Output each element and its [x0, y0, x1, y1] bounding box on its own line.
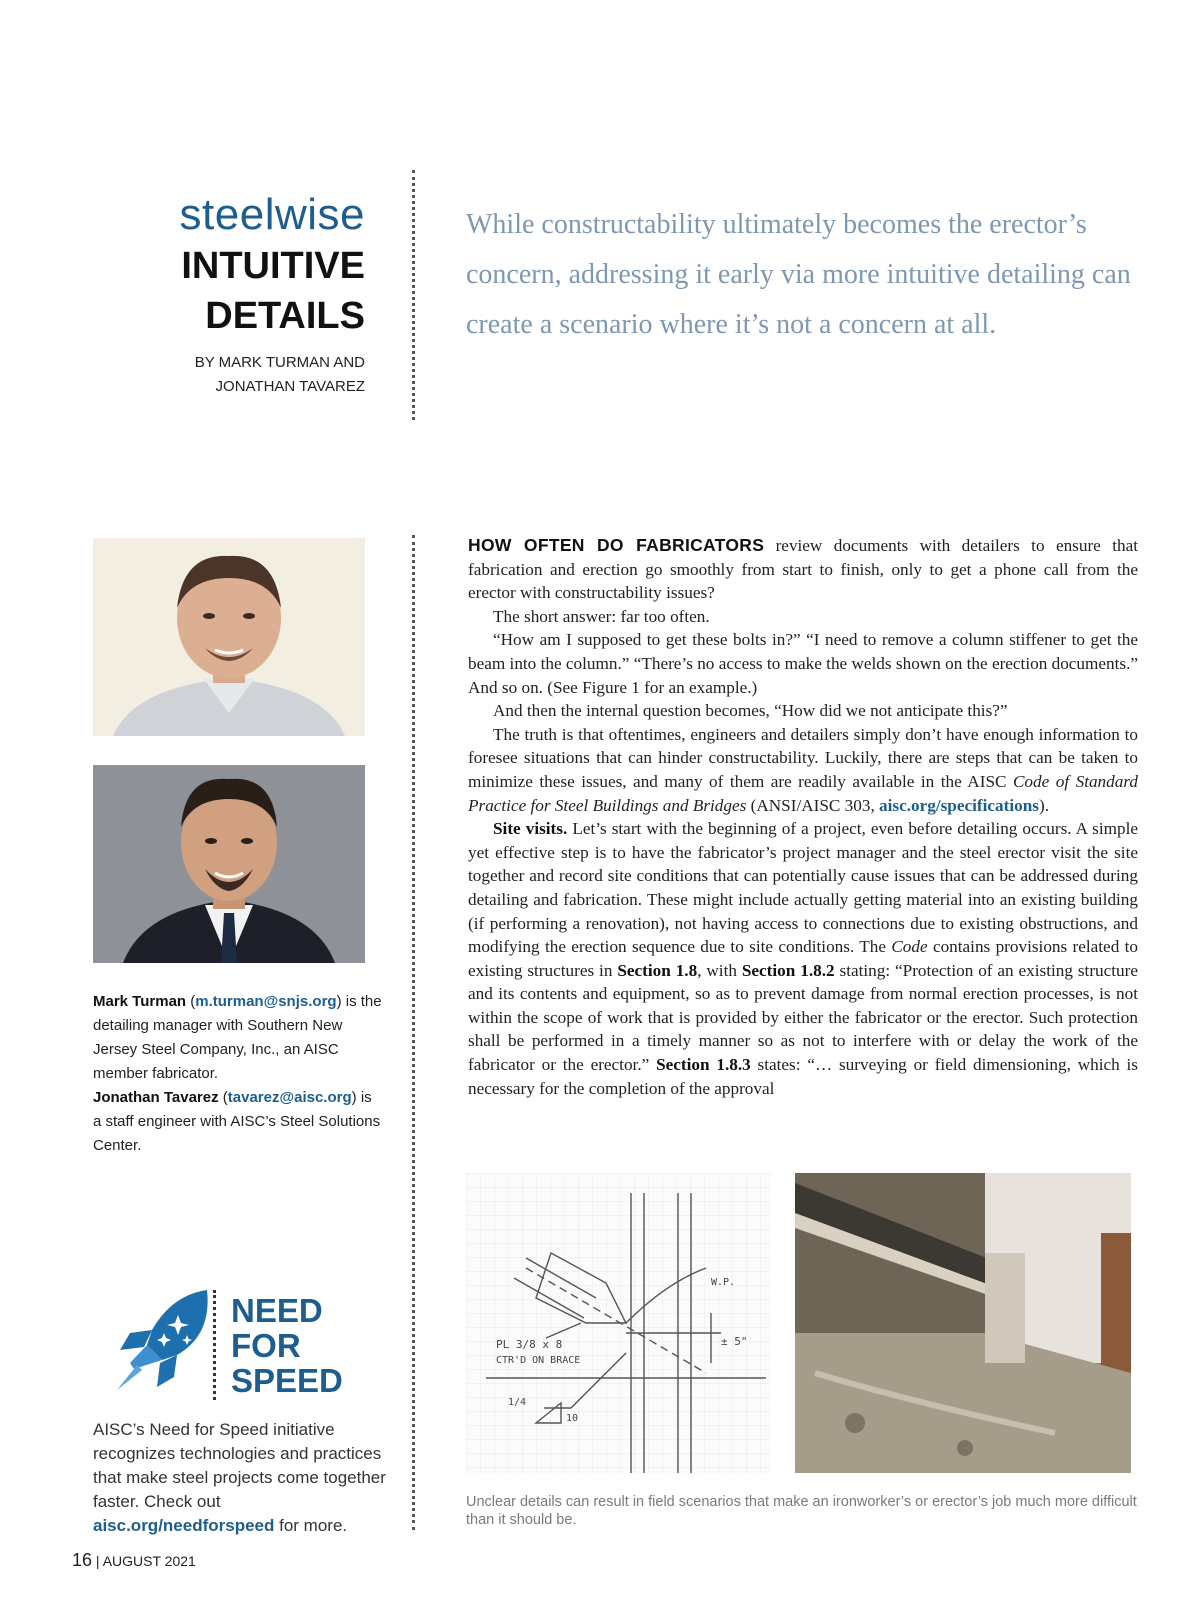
- issue-date: AUGUST 2021: [102, 1553, 196, 1569]
- paragraph-5: The truth is that oftentimes, engineers and detailers simply don’t have enough information to foresee situations that can hinder constructability. Luckily, there are steps that can be taken to minimize these issues, and many of them are readily available in the AISC Code of Standard Practice for Steel Buildings and Bridges (ANSI/AISC 303, aisc.org/specifications).: [468, 724, 1138, 815]
- byline-line2: JONATHAN TAVAREZ: [215, 378, 365, 395]
- figure-caption: Unclear details can result in field scenarios that make an ironworker’s or erector’s job much more difficult than it should be.: [466, 1494, 1137, 1528]
- page-footer: 16 | AUGUST 2021: [72, 1550, 196, 1570]
- sketch-note-plate: PL 3/8 x 8: [496, 1338, 563, 1351]
- header-divider: [412, 170, 415, 420]
- paragraph-1: HOW OFTEN DO FABRICATORS review documents with detailers to ensure that fabrication and erection go smoothly from start to finish, only to get a phone call from the erector with constructability issues?: [468, 535, 1138, 603]
- sketch-dimension: ± 5": [721, 1335, 748, 1348]
- figure-field-photo: [795, 1173, 1131, 1473]
- author2-bio: is a staff engineer with AISC’s Steel Solutions Center.: [93, 1089, 381, 1154]
- byline-line1: BY MARK TURMAN AND: [194, 354, 365, 371]
- author1-email-link[interactable]: m.turman@snjs.org: [195, 993, 337, 1010]
- column-divider: [412, 535, 415, 1530]
- figure-sketch: [466, 1173, 771, 1473]
- author2-email-link[interactable]: tavarez@aisc.org: [227, 1089, 352, 1106]
- rocket-logo-icon: [112, 1285, 222, 1395]
- paragraph-2: The short answer: far too often.: [493, 606, 710, 626]
- need-for-speed-wordmark: NEED FOR SPEED: [231, 1292, 343, 1399]
- needforspeed-link[interactable]: aisc.org/needforspeed: [93, 1516, 275, 1535]
- department-label: steelwise: [179, 190, 365, 239]
- specifications-link[interactable]: aisc.org/specifications: [879, 795, 1039, 815]
- article-deck: While constructability ultimately becomes the erector’s concern, addressing it early via more intuitive detailing can create a scenario where it’s not a concern at all.: [466, 209, 1131, 340]
- paragraph-4: And then the internal question becomes, “How did we not anticipate this?”: [493, 701, 1008, 721]
- author1-name: Mark Turman: [93, 993, 187, 1010]
- author2-name: Jonathan Tavarez: [93, 1089, 219, 1106]
- sketch-work-point: W.P.: [711, 1277, 736, 1288]
- author-photo-jonathan-tavarez: [93, 765, 365, 963]
- article-title-line1: INTUITIVE: [181, 245, 365, 287]
- author1-bio: is the detailing manager with Southern New Jersey Steel Company, Inc., an AISC member fabricator.: [93, 993, 382, 1082]
- article-title-line2: DETAILS: [205, 295, 365, 337]
- author-bios: Mark Turman (m.turman@snjs.org) is the detailing manager with Southern New Jersey Steel Company, Inc., an AISC member fabricator. Jonathan Tavarez (tavarez@aisc.org) is a staff engineer with AISC’s Steel Solutions Center.: [93, 993, 382, 1154]
- sketch-weld-length: 10: [566, 1413, 579, 1424]
- paragraph-6: Site visits. Let’s start with the beginning of a project, even before detailing occurs. A simple yet effective step is to have the fabricator’s project manager and the steel erector visit the site together and record site conditions that can potentially cause issues that can be addressed during detailing and fabrication. These might include actually getting material into an existing building (if performing a renovation), not having access to connections due to existing obstructions, and modifying the erection sequence due to site conditions. The Code contains provisions related to existing structures in Section 1.8, with Section 1.8.2 stating: “Protection of an existing structure and its contents and equipment, so as to prevent damage from normal erection processes, is not within the scope of work that is provided by either the fabricator or the erector. Such protection shall be performed in a timely manner so as not to interfere with or delay the work of the fabricator or the erector.” Section 1.8.3 states: “… surveying or field dimensioning, which is necessary for the completion of the approval: [468, 819, 1139, 1098]
- sketch-weld-size: 1/4: [508, 1397, 527, 1408]
- paragraph-3: “How am I supposed to get these bolts in?” “I need to remove a column stiffener to get the beam into the column.” “There’s no access to make the welds shown on the erection documents.” And so on. (See Figure 1 for an example.): [468, 630, 1138, 697]
- page-number: 16: [72, 1550, 93, 1570]
- need-for-speed-description: AISC’s Need for Speed initiative recognizes technologies and practices that make steel projects come together faster. Check out aisc.org/needforspeed for more.: [93, 1420, 386, 1535]
- author-photo-mark-turman: [93, 538, 365, 736]
- nfs-divider: [213, 1290, 216, 1400]
- sketch-note-centered: CTR'D ON BRACE: [496, 1355, 581, 1366]
- article-body: [468, 534, 1138, 1100]
